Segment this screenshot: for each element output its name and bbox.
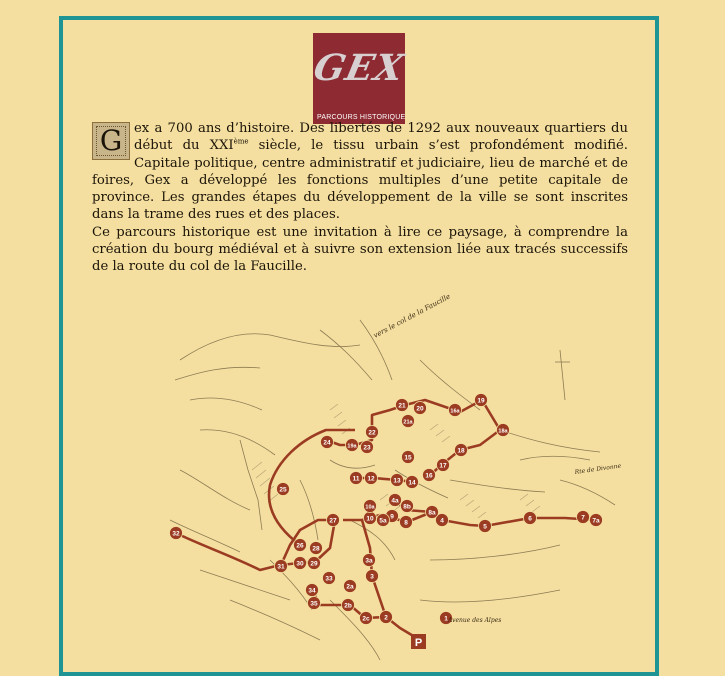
stop-label-17: 17 (439, 462, 447, 470)
stop-label-19: 19 (477, 397, 485, 405)
stop-label-20: 20 (416, 405, 424, 413)
stop-label-3: 3 (370, 573, 374, 581)
stop-label-2a: 2a (346, 583, 354, 591)
stop-label-4a: 4a (391, 497, 399, 505)
stop-label-16: 16 (425, 472, 433, 480)
stop-label-24: 24 (323, 439, 331, 447)
stop-label-14: 14 (408, 479, 416, 487)
stop-label-27: 27 (329, 517, 337, 525)
annotation-faucille: vers le col de la Faucille (372, 292, 452, 340)
stop-label-8b: 8b (403, 503, 411, 511)
stop-label-10: 10 (366, 515, 374, 523)
stop-label-28: 28 (312, 545, 320, 553)
stop-label-1: 1 (444, 615, 448, 623)
logo-subtitle: PARCOURS HISTORIQUE (317, 114, 406, 121)
stop-label-9: 9 (390, 513, 394, 521)
stop-label-33: 33 (325, 575, 333, 583)
stop-label-30: 30 (296, 560, 304, 568)
stop-label-29: 29 (310, 560, 318, 568)
stop-label-8a: 8a (428, 509, 436, 517)
stop-label-18a: 18a (498, 428, 508, 435)
stop-label-32: 32 (172, 530, 180, 538)
stop-label-4: 4 (440, 517, 444, 525)
stop-label-15: 15 (404, 454, 412, 462)
stop-label-3a: 3a (365, 557, 373, 565)
stop-label-2b: 2b (344, 602, 352, 610)
intro-paragraph-2: Ce parcours historique est une invitation à lire ce paysage, à comprendre la création du bourg médiéval et à suivre son extension liée aux tracés successifs de la route du col de la Faucille. (92, 224, 628, 275)
stop-label-7: 7 (581, 514, 585, 522)
parking-marker (411, 634, 426, 649)
stop-label-31: 31 (277, 563, 285, 571)
century-superscript: ème (233, 137, 249, 146)
stop-label-2: 2 (384, 614, 388, 622)
stop-label-35: 35 (310, 600, 318, 608)
stop-label-8: 8 (404, 519, 408, 527)
stop-label-10a: 10a (365, 504, 375, 511)
stop-label-2c: 2c (362, 615, 370, 623)
paragraph1-a: ex a 700 ans d’histoire. Des libertés de 1292 aux nouveaux quartiers du début du XXI (134, 121, 628, 154)
stop-label-6: 6 (528, 515, 532, 523)
stop-label-18: 18 (457, 447, 465, 455)
stop-label-26: 26 (296, 542, 304, 550)
dropcap-letter: G (92, 122, 130, 160)
stop-label-19a: 19a (347, 443, 357, 450)
stop-label-12: 12 (367, 475, 375, 483)
logo-word: GEX (309, 47, 409, 89)
paragraph1-b: siècle, le tissu urbain s’est profondément modifié. Capitale politique, centre administratif et judiciaire, lieu de marché et de foires, Gex a développé les fonctions multiples d’une petite capitale de province. Les grandes étapes du développement de la ville se sont inscrites dans la trame des rues et des places. (92, 138, 629, 223)
stop-label-22: 22 (368, 429, 376, 437)
stop-label-7a: 7a (592, 517, 600, 525)
annotation-divonne: Rte de Divonne (574, 462, 622, 476)
stop-label-5: 5 (483, 523, 487, 531)
stop-label-5a: 5a (379, 517, 387, 525)
stop-label-11: 11 (352, 475, 360, 483)
stop-label-13: 13 (393, 477, 401, 485)
sketch-lines (170, 320, 615, 660)
annotation-avenue: Avenue des Alpes (448, 617, 502, 624)
stop-label-21a: 21a (403, 419, 413, 426)
stop-label-21: 21 (398, 402, 406, 410)
route-stops (170, 394, 603, 625)
parking-label: P (414, 637, 423, 649)
stop-label-16a: 16a (450, 408, 460, 415)
stop-label-25: 25 (279, 486, 287, 494)
stop-label-23: 23 (363, 444, 371, 452)
stop-label-34: 34 (308, 587, 316, 595)
